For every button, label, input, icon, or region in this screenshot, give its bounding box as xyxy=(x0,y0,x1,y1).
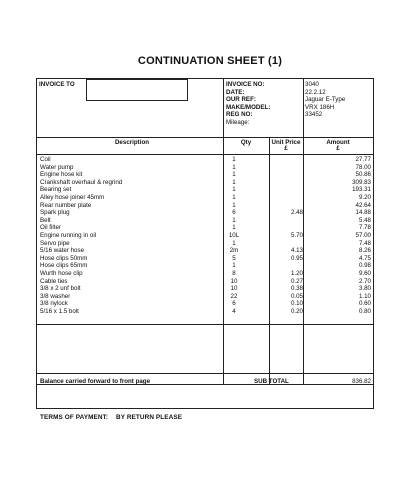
item-qty: 10 xyxy=(230,285,238,293)
item-amount: 78.00 xyxy=(355,163,371,171)
item-description: Oil filter xyxy=(40,224,61,232)
table-row xyxy=(37,293,373,301)
item-qty: 4 xyxy=(232,307,236,315)
item-unit-price: 0.20 xyxy=(290,307,303,315)
item-qty: 1 xyxy=(232,262,236,270)
item-description: Cable ties xyxy=(40,277,68,285)
make-model-label: MAKE/MODEL: xyxy=(226,103,271,111)
item-qty: 1 xyxy=(232,163,236,171)
item-qty: 1 xyxy=(232,156,236,163)
invoice-sheet xyxy=(36,78,374,409)
table-row xyxy=(37,179,373,187)
mileage-value: 33452 xyxy=(305,111,323,119)
table-row xyxy=(37,224,373,232)
item-unit-price: 1.20 xyxy=(290,269,303,277)
table-row xyxy=(37,278,373,286)
item-amount: 7.48 xyxy=(358,239,371,247)
item-amount: 0.60 xyxy=(358,300,371,308)
invoice-header-labels xyxy=(226,81,270,127)
unit-price-currency: £ xyxy=(284,146,288,152)
table-row xyxy=(37,270,373,278)
item-description: Wurth hose clip xyxy=(40,269,83,277)
item-unit-price: 5.70 xyxy=(290,231,303,239)
item-description: 3/8 washer xyxy=(40,292,71,300)
item-amount: 193.31 xyxy=(352,186,371,194)
invoice-no-value: 3040 xyxy=(305,81,319,88)
item-unit-price: 0.38 xyxy=(290,285,303,293)
table-row xyxy=(37,156,373,164)
item-amount: 8.26 xyxy=(358,247,371,255)
divider xyxy=(37,324,373,325)
item-amount: 14.88 xyxy=(355,209,371,217)
item-description: Bearing set xyxy=(40,186,72,194)
item-qty: 1 xyxy=(232,178,236,186)
subtotal-value: 836.82 xyxy=(352,378,371,385)
item-description: 3/8 nylock xyxy=(40,300,68,308)
table-row xyxy=(37,247,373,255)
item-qty: 8 xyxy=(232,269,236,277)
item-amount: 2.70 xyxy=(358,277,371,285)
item-description: Crankshaft overhaul & regrind xyxy=(40,178,123,186)
table-row xyxy=(37,217,373,225)
item-qty: 1 xyxy=(232,216,236,224)
item-qty: 5 xyxy=(232,254,236,262)
item-qty: 1 xyxy=(232,186,236,194)
item-qty: 1 xyxy=(232,171,236,179)
line-items xyxy=(37,156,373,315)
table-row xyxy=(37,300,373,308)
item-qty: 6 xyxy=(232,209,236,217)
item-description: Spark plug xyxy=(40,209,70,217)
table-row xyxy=(37,232,373,240)
item-description: Hose clips 65mm xyxy=(40,262,88,270)
item-amount: 1.10 xyxy=(358,292,371,300)
item-description: 5/16 water hose xyxy=(40,247,85,255)
invoice-header-values xyxy=(305,81,345,119)
page-title: CONTINUATION SHEET (1) xyxy=(137,55,283,67)
date-label: DATE: xyxy=(226,88,245,96)
description-header: Description xyxy=(114,139,150,146)
table-row xyxy=(37,194,373,202)
divider xyxy=(37,137,373,138)
item-description: Belt xyxy=(40,216,51,224)
table-row xyxy=(37,202,373,210)
table-row xyxy=(37,308,373,316)
reg-no-label: REG NO: xyxy=(226,111,253,119)
divider xyxy=(37,154,373,155)
invoice-no-label: INVOICE NO: xyxy=(226,81,265,88)
terms-value: BY RETURN PLEASE xyxy=(115,414,183,421)
qty-header: Qty xyxy=(240,139,252,146)
table-row xyxy=(37,255,373,263)
item-qty: 1 xyxy=(232,193,236,201)
amount-header: Amount xyxy=(326,139,350,146)
terms-of-payment xyxy=(40,414,188,421)
unit-price-header: Unit Price xyxy=(271,139,301,146)
balance-carried-forward: Balance carried forward to front page xyxy=(40,378,151,385)
terms-label: TERMS OF PAYMENT: xyxy=(40,414,109,421)
table-row xyxy=(37,240,373,248)
item-description: Water pump xyxy=(40,163,74,171)
subtotal-label: SUB TOTAL xyxy=(254,378,289,385)
item-qty: 1 xyxy=(232,224,236,232)
item-qty: 6 xyxy=(232,300,236,308)
mileage-label: Mileage: xyxy=(226,118,250,126)
item-qty: 22 xyxy=(230,292,238,300)
item-amount: 57.00 xyxy=(355,231,371,239)
item-unit-price: 2.48 xyxy=(290,209,303,217)
item-amount: 0.80 xyxy=(358,307,371,315)
item-description: 5/16 x 1.5 bolt xyxy=(40,307,79,315)
item-unit-price: 0.95 xyxy=(290,254,303,262)
item-qty: 10 xyxy=(230,277,238,285)
item-description: Coil xyxy=(40,156,51,163)
make-model-value: Jaguar E-Type xyxy=(305,96,346,104)
item-amount: 7.78 xyxy=(358,224,371,232)
item-qty: 2m xyxy=(229,247,239,255)
amount-currency: £ xyxy=(336,146,340,152)
item-amount: 0.98 xyxy=(358,262,371,270)
item-amount: 50.86 xyxy=(355,171,371,179)
item-qty: 1 xyxy=(232,239,236,247)
item-description: Engine hose kit xyxy=(40,171,83,179)
table-row xyxy=(37,186,373,194)
our-ref-label: OUR REF: xyxy=(226,96,256,104)
item-description: Rear number plate xyxy=(40,201,92,209)
item-unit-price: 0.10 xyxy=(290,300,303,308)
item-amount: 42.64 xyxy=(355,201,371,209)
item-qty: 10L xyxy=(228,231,240,239)
item-amount: 27.77 xyxy=(355,156,371,163)
item-description: 3/8 x 2 unf bolt xyxy=(40,285,81,293)
item-amount: 3.80 xyxy=(358,285,371,293)
redacted-address-box xyxy=(86,79,188,101)
item-amount: 9.20 xyxy=(358,193,371,201)
item-description: Servo pipe xyxy=(40,239,70,247)
item-amount: 5.48 xyxy=(358,216,371,224)
table-row xyxy=(37,171,373,179)
invoice-to-label: INVOICE TO xyxy=(39,81,75,88)
item-unit-price: 0.05 xyxy=(290,292,303,300)
item-qty: 1 xyxy=(232,201,236,209)
item-amount: 309.83 xyxy=(352,178,371,186)
table-row xyxy=(37,285,373,293)
table-row xyxy=(37,262,373,270)
date-value: 22.2.12 xyxy=(305,88,326,96)
divider xyxy=(37,373,373,374)
item-unit-price: 0.27 xyxy=(290,277,303,285)
item-amount: 4.75 xyxy=(358,254,371,262)
table-row xyxy=(37,209,373,217)
table-row xyxy=(37,164,373,172)
item-description: Hose clips 50mm xyxy=(40,254,88,262)
reg-no-value: VRX 186H xyxy=(305,103,335,111)
item-amount: 9.60 xyxy=(358,269,371,277)
item-description: Alley hose joiner 45mm xyxy=(40,193,105,201)
item-description: Engine running in oil xyxy=(40,231,97,239)
item-unit-price: 4.13 xyxy=(290,247,303,255)
